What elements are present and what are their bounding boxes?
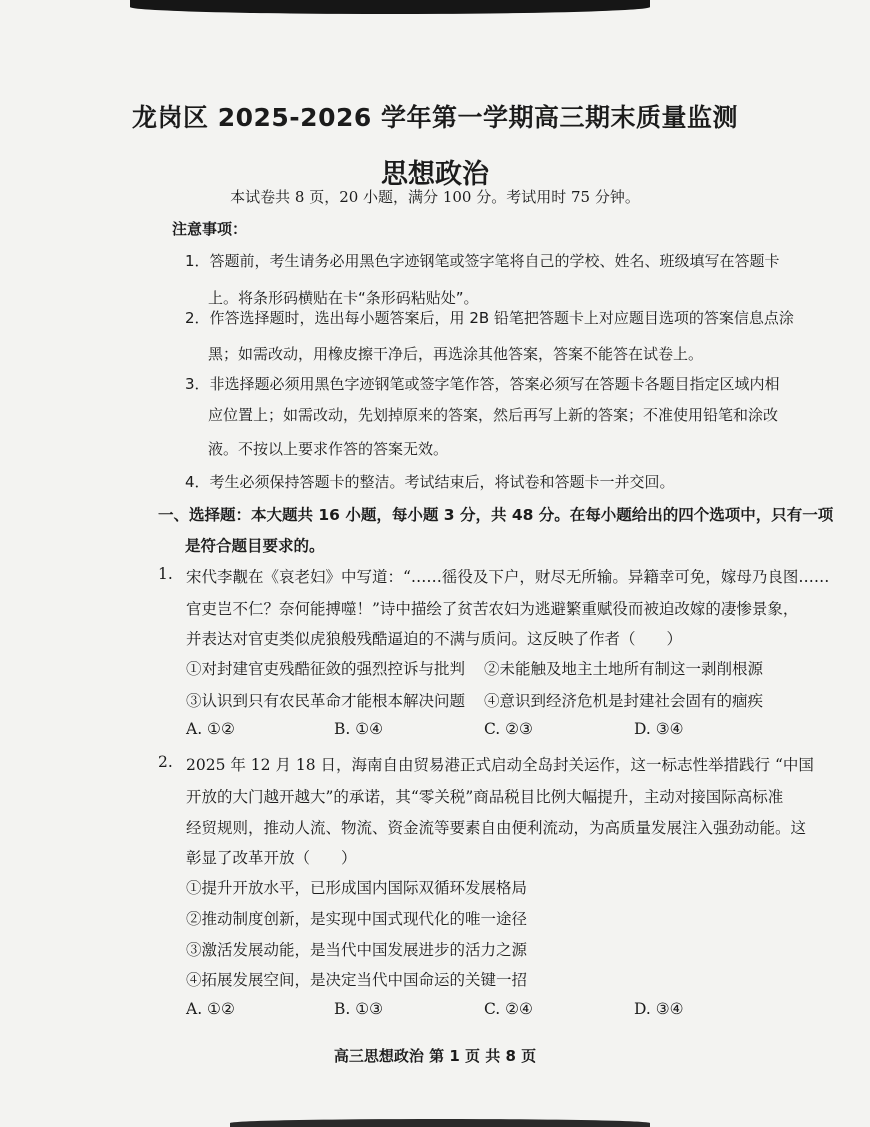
statement-item: ①提升开放水平，已形成国内国际双循环发展格局 xyxy=(186,879,528,897)
section-heading-cont: 是符合题目要求的。 xyxy=(185,537,325,555)
statement-item: ②推动制度创新，是实现中国式现代化的唯一途径 xyxy=(186,910,528,928)
choice-a: A. ①② xyxy=(186,1000,235,1018)
subject-title: 思想政治 xyxy=(381,159,489,190)
question-stem: 开放的大门越开越大”的承诺，其“零关税”商品税目比例大幅提升，主动对接国际高标准 xyxy=(186,788,784,806)
notice-line: 液。不按以上要求作答的答案无效。 xyxy=(208,440,449,458)
choice-d: D. ③④ xyxy=(634,720,684,738)
question-number: 1. xyxy=(158,565,173,583)
question-stem: 彰显了改革开放（ ） xyxy=(186,849,357,867)
choice-c: C. ②③ xyxy=(484,720,533,738)
choice-d: D. ③④ xyxy=(634,1000,684,1018)
statement-item: ①对封建官吏残酷征敛的强烈控诉与批判 xyxy=(186,660,466,678)
choice-c: C. ②④ xyxy=(484,1000,533,1018)
question-number: 2. xyxy=(158,753,173,771)
statement-item: ③激活发展动能，是当代中国发展进步的活力之源 xyxy=(186,941,528,959)
statement-item: ④意识到经济危机是封建社会固有的痼疾 xyxy=(484,692,764,710)
page-footer: 高三思想政治 第 1 页 共 8 页 xyxy=(333,1047,537,1065)
question-stem: 并表达对官吏类似虎狼般残酷逼迫的不满与质问。这反映了作者（ ） xyxy=(186,630,683,648)
section-heading: 一、选择题：本大题共 16 小题，每小题 3 分，共 48 分。在每小题给出的四个选项中，只有一项 xyxy=(158,506,834,524)
notice-line: 应位置上；如需改动，先划掉原来的答案，然后再写上新的答案；不准使用铅笔和涂改 xyxy=(208,406,779,424)
question-stem: 经贸规则，推动人流、物流、资金流等要素自由便利流动，为高质量发展注入强劲动能。这 xyxy=(186,819,807,837)
question-stem: 官吏岂不仁？奈何能搏噬！”诗中描绘了贫苦农妇为逃避繁重赋役而被迫改嫁的凄惨景象， xyxy=(186,600,799,618)
question-stem: 宋代李觏在《哀老妇》中写道：“……徭役及下户，财尽无所输。异籍幸可免，嫁母乃良图…… xyxy=(186,568,830,586)
scan-shadow-bottom xyxy=(230,1119,650,1127)
notice-line: 黑；如需改动，用橡皮擦干净后，再选涂其他答案，答案不能答在试卷上。 xyxy=(208,345,704,363)
choice-b: B. ①③ xyxy=(334,1000,384,1018)
notice-line: 上。将条形码横贴在卡“条形码粘贴处”。 xyxy=(208,289,479,307)
exam-title: 龙岗区 2025-2026 学年第一学期高三期末质量监测 xyxy=(132,103,738,132)
statement-item: ②未能触及地主土地所有制这一剥削根源 xyxy=(484,660,764,678)
notice-line: 1．答题前，考生请务必用黑色字迹钢笔或签字笔将自己的学校、姓名、班级填写在答题卡 xyxy=(185,252,780,270)
exam-info: 本试卷共 8 页，20 小题，满分 100 分。考试用时 75 分钟。 xyxy=(230,188,640,206)
statement-item: ④拓展发展空间，是决定当代中国命运的关键一招 xyxy=(186,971,528,989)
question-stem: 2025 年 12 月 18 日，海南自由贸易港正式启动全岛封关运作，这一标志性举措践行 “中国 xyxy=(186,756,814,774)
notice-heading: 注意事项： xyxy=(172,220,248,238)
choice-b: B. ①④ xyxy=(334,720,384,738)
statement-item: ③认识到只有农民革命才能根本解决问题 xyxy=(186,692,466,710)
notice-line: 2．作答选择题时，选出每小题答案后，用 2B 铅笔把答题卡上对应题目选项的答案信息点涂 xyxy=(185,309,794,327)
notice-line: 4．考生必须保持答题卡的整洁。考试结束后，将试卷和答题卡一并交回。 xyxy=(185,473,675,491)
notice-line: 3．非选择题必须用黑色字迹钢笔或签字笔作答，答案必须写在答题卡各题目指定区域内相 xyxy=(185,375,780,393)
choice-a: A. ①② xyxy=(186,720,235,738)
